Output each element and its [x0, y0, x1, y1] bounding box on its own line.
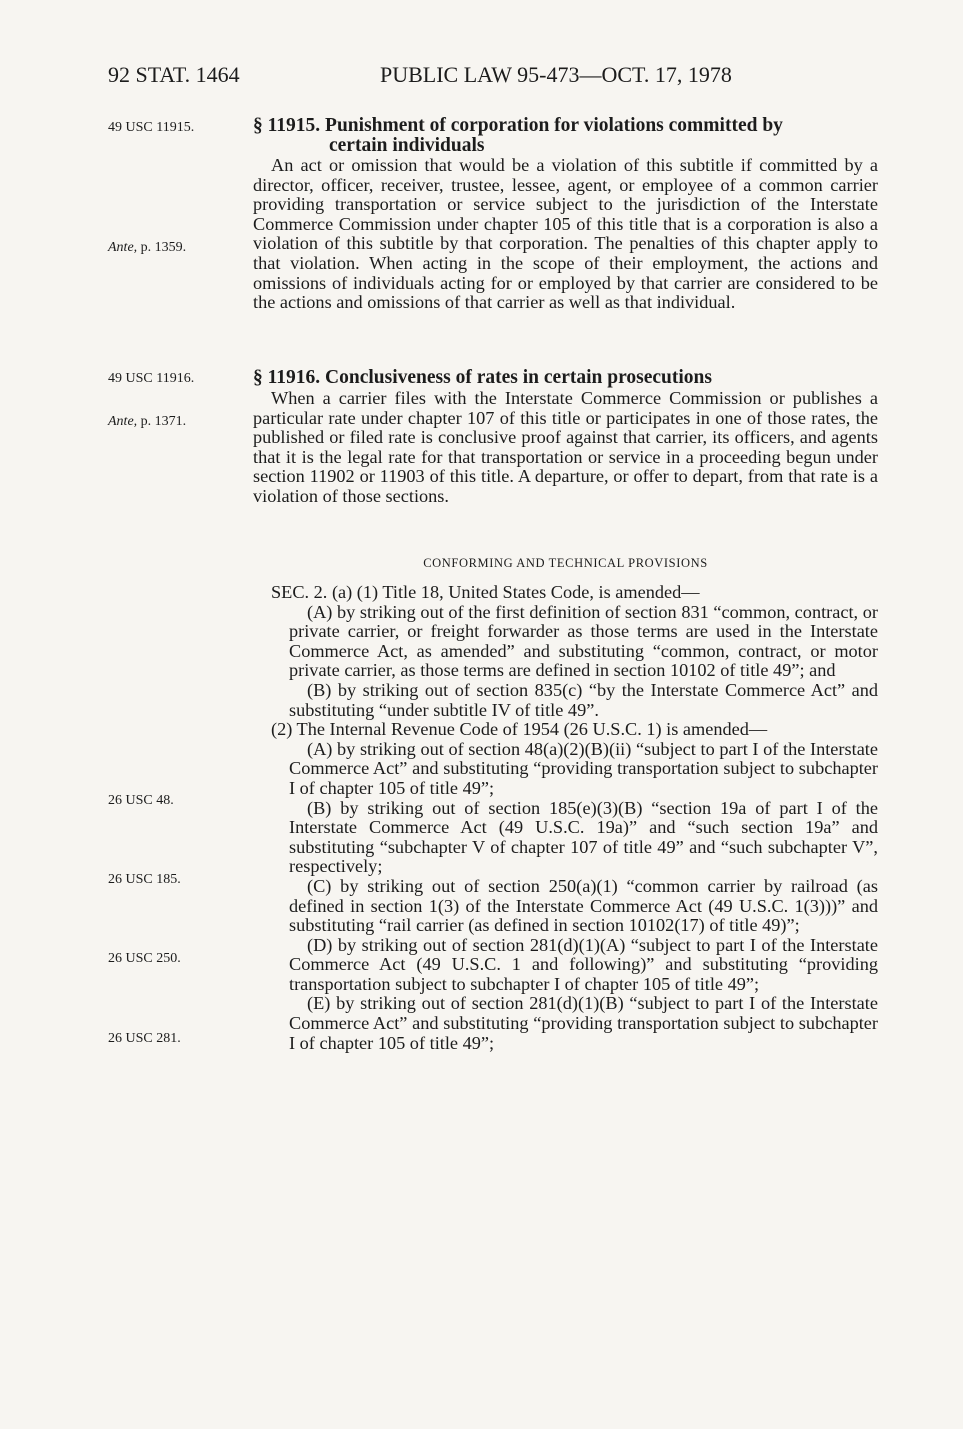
sec2-a2-A-text: (A) by striking out of section 48(a)(2)(B)(ii) “subject to part I of the Interstate Commerce Act” and substituting “providing transportation subject to subchapter I of chapter 105 of title 49”; — [289, 738, 878, 798]
ante-page: p. 1359. — [137, 240, 187, 255]
conforming-provisions — [253, 555, 878, 1053]
section-11916-body: When a carrier files with the Interstate Commerce Commission or publishes a particular rate under chapter 107 of this title or participates in one of those rates, the published or filed rate is conclusive proof against that carrier, its officers, and agents that it is the legal rate for that transportation or service in a proceeding begun under section 11902 or 11903 of this title. A departure, or offer to depart, from that rate is a violation of those sections. — [253, 388, 878, 506]
sec2-a1-B — [253, 681, 878, 720]
sec2-a2-D — [253, 936, 878, 995]
margin-note-26usc48: 26 USC 48. — [108, 793, 174, 808]
margin-note-49usc11916: 49 USC 11916. — [108, 371, 195, 386]
section-11916-heading: § 11916. Conclusiveness of rates in certain prosecutions — [253, 367, 712, 388]
section-11915-heading-line2: certain individuals — [329, 135, 485, 156]
sec2-a1-B-text: (B) by striking out of section 835(c) “by the Interstate Commerce Act” and substituting “under subtitle IV of title 49”. — [289, 679, 878, 720]
sec2-a2-E — [253, 994, 878, 1053]
sec2-a2-B-text: (B) by striking out of section 185(e)(3)(B) “section 19a of part I of the Interstate Commerce Act (49 U.S.C. 19a)” and “such section 19a” and substituting “subchapter V of chapter 107 of title 49” and “such subchapter V”, respectively; — [289, 797, 878, 877]
sec2-a2-C — [253, 877, 878, 936]
sec2-a1-A-text: (A) by striking out of the first definition of section 831 “common, contract, or private carrier, or freight forwarder as those terms are used in the Interstate Commerce Act, as amended” and substituting “common, contract, or motor private carrier, as those terms are defined in section 10102 of title 49”; and — [289, 601, 878, 681]
section-11916 — [253, 367, 878, 507]
section-11915-heading-line1: § 11915. Punishment of corporation for violations committed by — [253, 115, 783, 136]
section-11915 — [253, 116, 878, 313]
running-head — [108, 62, 878, 92]
conforming-heading: CONFORMING AND TECHNICAL PROVISIONS — [423, 556, 708, 570]
ante-italic: Ante, — [108, 240, 138, 255]
stat-page-number: 92 STAT. 1464 — [108, 62, 240, 87]
margin-note-26usc281: 26 USC 281. — [108, 1031, 181, 1046]
sec2-a2-C-text: (C) by striking out of section 250(a)(1) “common carrier by railroad (as defined in section 1(3) of the Interstate Commerce Act (49 U.S.C. 1(3)))” and substituting “rail carrier (as defined in section 10102(17) of title 49)”; — [289, 875, 878, 936]
sec2-a1: SEC. 2. (a) (1) Title 18, United States Code, is amended— — [271, 582, 700, 602]
margin-note-49usc11915: 49 USC 11915. — [108, 120, 195, 135]
margin-note-ante-1371 — [108, 413, 186, 431]
margin-note-ante-1359 — [108, 239, 186, 257]
sec2-a2: (2) The Internal Revenue Code of 1954 (26 U.S.C. 1) is amended— — [271, 719, 768, 740]
margin-note-26usc185: 26 USC 185. — [108, 872, 181, 887]
ante-italic: Ante, — [108, 414, 138, 429]
sec2-a1-A — [253, 603, 878, 681]
sec2-a2-E-text: (E) by striking out of section 281(d)(1)(B) “subject to part I of the Interstate Commerce Act” and substituting “providing transportation subject to subchapter I of chapter 105 of title 49”; — [289, 993, 878, 1053]
ante-page: p. 1371. — [137, 414, 187, 429]
sec2-a2-B — [253, 799, 878, 877]
sec2-a2-D-text: (D) by striking out of section 281(d)(1)(A) “subject to part I of the Interstate Commerce Act (49 U.S.C. 1 and following)” and substituting “providing transportation subject to subchapter I of chapter 105 of title 49”; — [289, 934, 878, 994]
section-11915-body: An act or omission that would be a violation of this subtitle if committed by a director, officer, receiver, trustee, lessee, agent, or employee of a common carrier providing transportation or service subject to the jurisdiction of the Interstate Commerce Commission under chapter 105 of this title that is a corporation is also a violation of this subtitle by that corporation. The penalties of this chapter apply to that violation. When acting in the scope of their employment, the actions and omissions of individuals acting for or employed by that carrier are considered to be the actions and omissions of that carrier as well as that individual. — [253, 155, 878, 313]
public-law-title: PUBLIC LAW 95-473—OCT. 17, 1978 — [380, 62, 732, 87]
margin-note-26usc250: 26 USC 250. — [108, 951, 181, 966]
sec2-a2-A — [253, 740, 878, 799]
